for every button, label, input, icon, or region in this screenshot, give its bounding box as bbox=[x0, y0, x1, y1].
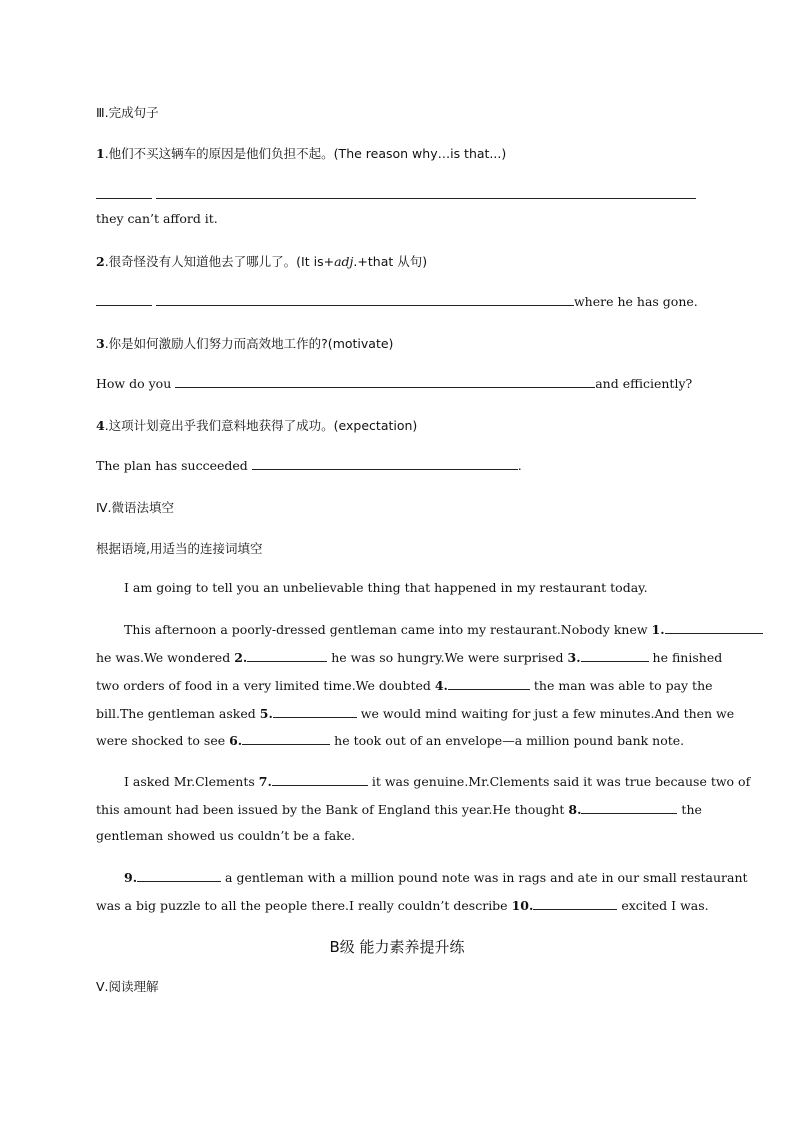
blank-number: 6. bbox=[229, 733, 243, 748]
passage-text: excited I was. bbox=[621, 898, 709, 913]
fill-blank[interactable] bbox=[273, 705, 357, 718]
question-prompt: .这项计划竟出乎我们意料地获得了成功。(expectation) bbox=[104, 418, 418, 433]
passage-line bbox=[96, 732, 684, 748]
question-prompt-end: .+that 从句) bbox=[353, 254, 428, 269]
fill-blank[interactable] bbox=[272, 773, 368, 786]
fill-blank[interactable] bbox=[137, 869, 221, 882]
question-number: 3 bbox=[96, 336, 105, 351]
answer-blank[interactable] bbox=[252, 457, 518, 470]
blank-number: 9. bbox=[124, 870, 138, 885]
section-5-title: Ⅴ.阅读理解 bbox=[96, 979, 159, 994]
passage-text: two orders of food in a very limited time.We doubted bbox=[96, 678, 431, 693]
passage-text: he was.We wondered bbox=[96, 650, 231, 665]
passage-text: the bbox=[681, 802, 702, 817]
fill-blank[interactable] bbox=[665, 621, 763, 634]
passage-paragraph-1: I am going to tell you an unbelievable thing that happened in my restaurant today. bbox=[124, 580, 648, 595]
question-prompt: .你是如何激励人们努力而高效地工作的?(motivate) bbox=[104, 336, 394, 351]
blank-number: 3. bbox=[567, 650, 581, 665]
passage-text: was a big puzzle to all the people there.I really couldn’t describe bbox=[96, 898, 508, 913]
blank-number: 4. bbox=[434, 678, 448, 693]
passage-line bbox=[124, 869, 748, 885]
answer-line-2 bbox=[96, 293, 698, 309]
blank-number: 2. bbox=[234, 650, 248, 665]
question-prompt-italic: adj bbox=[334, 254, 354, 269]
answer-line-3 bbox=[96, 375, 692, 391]
section-4-instruction: 根据语境,用适当的连接词填空 bbox=[96, 541, 263, 556]
passage-text: a gentleman with a million pound note was in rags and ate in our small restaurant bbox=[225, 870, 748, 885]
blank-number: 1. bbox=[651, 622, 665, 637]
passage-line bbox=[96, 801, 702, 817]
passage-line bbox=[124, 621, 763, 637]
answer-trailing-text: where he has gone. bbox=[573, 294, 698, 309]
fill-blank[interactable] bbox=[581, 649, 649, 662]
fill-blank[interactable] bbox=[533, 897, 617, 910]
answer-line-1[interactable] bbox=[96, 186, 696, 202]
question-4 bbox=[96, 416, 417, 434]
passage-line bbox=[124, 773, 750, 789]
passage-text: we would mind waiting for just a few minutes.And then we bbox=[360, 706, 735, 721]
answer-leading-text: How do you bbox=[96, 376, 172, 391]
answer-blank[interactable] bbox=[156, 186, 696, 199]
passage-text: he took out of an envelope—a million pound bank note. bbox=[334, 733, 685, 748]
blank-number: 8. bbox=[568, 802, 582, 817]
answer-trailing-text: and efficiently? bbox=[595, 376, 693, 391]
passage-line bbox=[96, 677, 713, 693]
answer-blank[interactable] bbox=[175, 375, 595, 388]
passage-text: were shocked to see bbox=[96, 733, 226, 748]
passage-line: gentleman showed us couldn’t be a fake. bbox=[96, 828, 356, 843]
fill-blank[interactable] bbox=[581, 801, 677, 814]
passage-text: he was so hungry.We were surprised bbox=[331, 650, 564, 665]
fill-blank[interactable] bbox=[247, 649, 327, 662]
answer-trailing-text: . bbox=[517, 458, 522, 473]
blank-number: 7. bbox=[258, 774, 272, 789]
fill-blank[interactable] bbox=[448, 677, 530, 690]
passage-text: it was genuine.Mr.Clements said it was true because two of bbox=[371, 774, 751, 789]
passage-line bbox=[96, 705, 734, 721]
fill-blank[interactable] bbox=[242, 732, 330, 745]
blank-number: 10. bbox=[511, 898, 534, 913]
passage-text: This afternoon a poorly-dressed gentleman came into my restaurant.Nobody knew bbox=[124, 622, 648, 637]
passage-text: this amount had been issued by the Bank of England this year.He thought bbox=[96, 802, 565, 817]
question-prompt: .他们不买这辆车的原因是他们负担不起。(The reason why…is that...) bbox=[104, 146, 507, 161]
passage-line bbox=[96, 649, 722, 665]
passage-text: he finished bbox=[652, 650, 723, 665]
passage-text: I asked Mr.Clements bbox=[124, 774, 255, 789]
answer-blank[interactable] bbox=[156, 293, 574, 306]
section-4-title: Ⅳ.微语法填空 bbox=[96, 500, 175, 515]
question-1 bbox=[96, 144, 506, 162]
blank-number: 5. bbox=[259, 706, 273, 721]
answer-line-4 bbox=[96, 457, 522, 473]
section-3-title: Ⅲ.完成句子 bbox=[96, 105, 159, 120]
answer-blank[interactable] bbox=[96, 186, 152, 199]
question-number: 2 bbox=[96, 254, 105, 269]
answer-leading-text: The plan has succeeded bbox=[96, 458, 248, 473]
question-2 bbox=[96, 252, 427, 270]
answer-blank[interactable] bbox=[96, 293, 152, 306]
question-prompt: .很奇怪没有人知道他去了哪儿了。(It is+ bbox=[104, 254, 335, 269]
question-3 bbox=[96, 334, 393, 352]
passage-line bbox=[96, 897, 709, 913]
level-b-title: B级 能力素养提升练 bbox=[329, 938, 465, 956]
question-number: 4 bbox=[96, 418, 105, 433]
answer-continuation-1: they can’t afford it. bbox=[96, 211, 218, 226]
question-number: 1 bbox=[96, 146, 105, 161]
passage-text: the man was able to pay the bbox=[533, 678, 713, 693]
passage-text: bill.The gentleman asked bbox=[96, 706, 256, 721]
